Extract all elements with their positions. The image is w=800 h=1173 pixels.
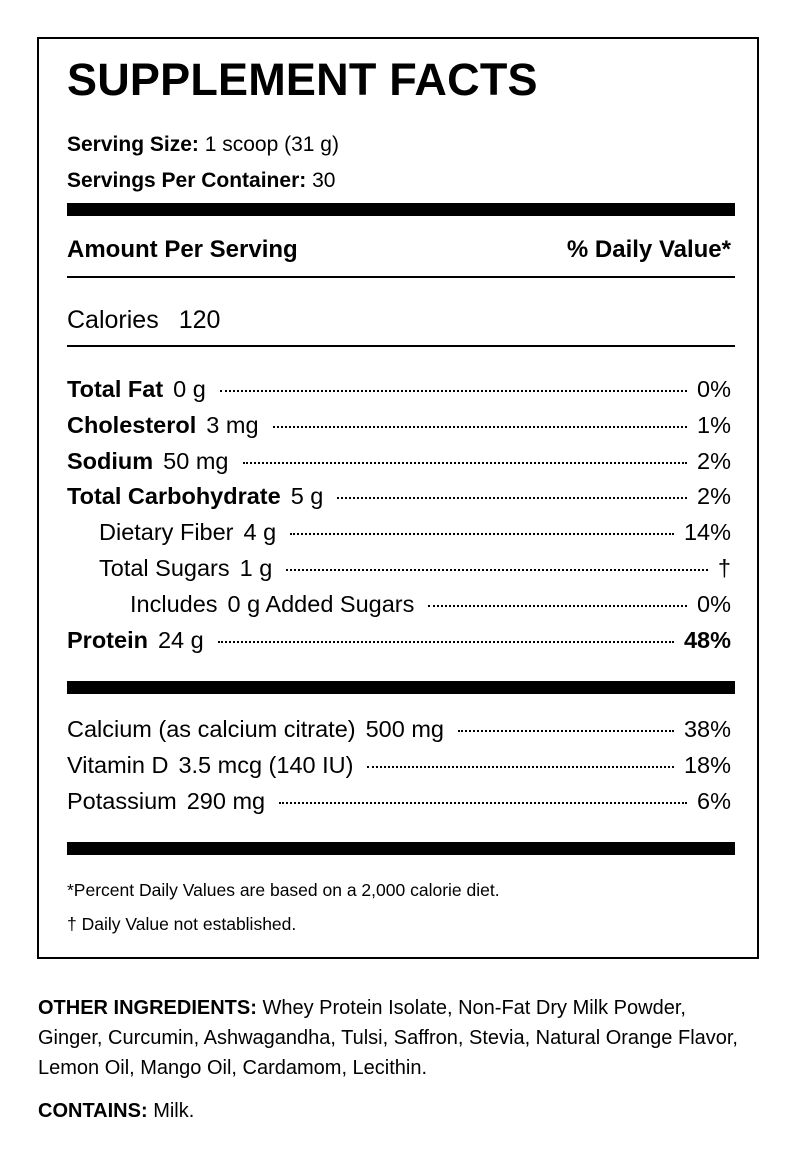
dot-leader [273,426,688,428]
contains-text: Milk. [153,1100,195,1122]
other-ingredients-label: OTHER INGREDIENTS: [38,997,257,1019]
nutrient-daily-value: 14% [683,519,731,545]
mineral-name: Potassium [67,788,177,814]
mineral-amount: 290 mg [186,788,266,814]
thin-divider [67,345,735,347]
dot-leader [279,802,687,804]
calories-value: 120 [178,306,221,334]
nutrient-row-total-sugars [99,550,731,586]
nutrient-amount: 3 mg [206,412,259,438]
percent-daily-value-footnote: *Percent Daily Values are based on a 2,000 calorie diet. [67,880,500,900]
dot-leader [243,462,688,464]
contains-label: CONTAINS: [38,1100,148,1122]
mineral-daily-value: 38% [683,716,731,742]
mineral-row-potassium [67,783,731,819]
nutrient-name: Total Fat [67,376,164,402]
nutrient-name: Protein [67,627,148,653]
thick-divider [67,681,735,694]
dot-leader [458,730,674,732]
mineral-name: Vitamin D [67,752,169,778]
contains-statement [38,1098,194,1124]
servings-per-container [67,168,335,194]
nutrient-amount: 0 g [173,376,206,402]
nutrient-daily-value: 2% [697,448,731,474]
nutrient-name: Dietary Fiber [99,519,234,545]
serving-size [67,132,339,158]
dot-leader [286,569,708,571]
calories-row [67,305,220,335]
daily-value-heading: % Daily Value* [566,236,731,263]
nutrient-name: Total Sugars [99,555,230,581]
servings-per-container-value: 30 [312,169,336,192]
nutrient-amount: 1 g [239,555,273,581]
nutrient-amount: 5 g [290,483,324,509]
serving-size-label: Serving Size: [67,133,199,156]
mineral-amount: 3.5 mcg (140 IU) [178,752,354,778]
panel-title: SUPPLEMENT FACTS [67,54,538,105]
dot-leader [218,641,674,643]
dot-leader [337,497,687,499]
nutrient-daily-value: 0% [697,591,731,617]
amount-per-serving-heading: Amount Per Serving [67,236,298,263]
other-ingredients [38,993,738,1083]
nutrient-row-added-sugars [130,586,731,622]
other-ingredients-text: Whey Protein Isolate, Non-Fat Dry Milk Powder, Ginger, Curcumin, Ashwagandha, Tulsi, Saffron, Stevia, Natural Orange Flavor, Lemon Oil, Mango Oil, Cardamom, Lecithin. [38,997,738,1079]
mineral-row-calcium [67,711,731,747]
nutrient-row-cholesterol [67,407,731,443]
nutrient-daily-value: 1% [697,412,731,438]
mineral-daily-value: 18% [683,752,731,778]
thin-divider [67,276,735,278]
dagger-footnote: † Daily Value not established. [67,914,297,934]
nutrient-row-total-carbohydrate [67,478,731,514]
dot-leader [367,766,674,768]
thick-divider [67,203,735,216]
nutrient-row-protein [67,622,731,658]
mineral-name: Calcium (as calcium citrate) [67,716,356,742]
nutrient-name: Includes [130,591,218,617]
nutrient-daily-value: 48% [683,627,731,653]
dot-leader [428,605,687,607]
nutrient-row-total-fat [67,371,731,407]
mineral-amount: 500 mg [365,716,444,742]
nutrient-row-dietary-fiber [99,514,731,550]
nutrient-daily-value: 2% [697,483,731,509]
nutrient-amount: 0 g Added Sugars [227,591,415,617]
nutrient-amount: 4 g [243,519,277,545]
serving-size-value: 1 scoop (31 g) [204,133,339,156]
supplement-facts-panel [37,37,759,959]
nutrient-amount: 50 mg [163,448,229,474]
dot-leader [290,533,674,535]
nutrient-row-sodium [67,443,731,479]
mineral-daily-value: 6% [697,788,731,814]
nutrient-name: Sodium [67,448,154,474]
servings-per-container-label: Servings Per Container: [67,169,307,192]
calories-label: Calories [67,306,159,334]
nutrient-amount: 24 g [157,627,204,653]
thick-divider [67,842,735,855]
mineral-row-vitamin-d [67,747,731,783]
dot-leader [220,390,687,392]
nutrient-name: Cholesterol [67,412,197,438]
nutrient-daily-value: 0% [697,376,731,402]
nutrient-daily-value: † [717,555,731,581]
nutrient-name: Total Carbohydrate [67,483,281,509]
